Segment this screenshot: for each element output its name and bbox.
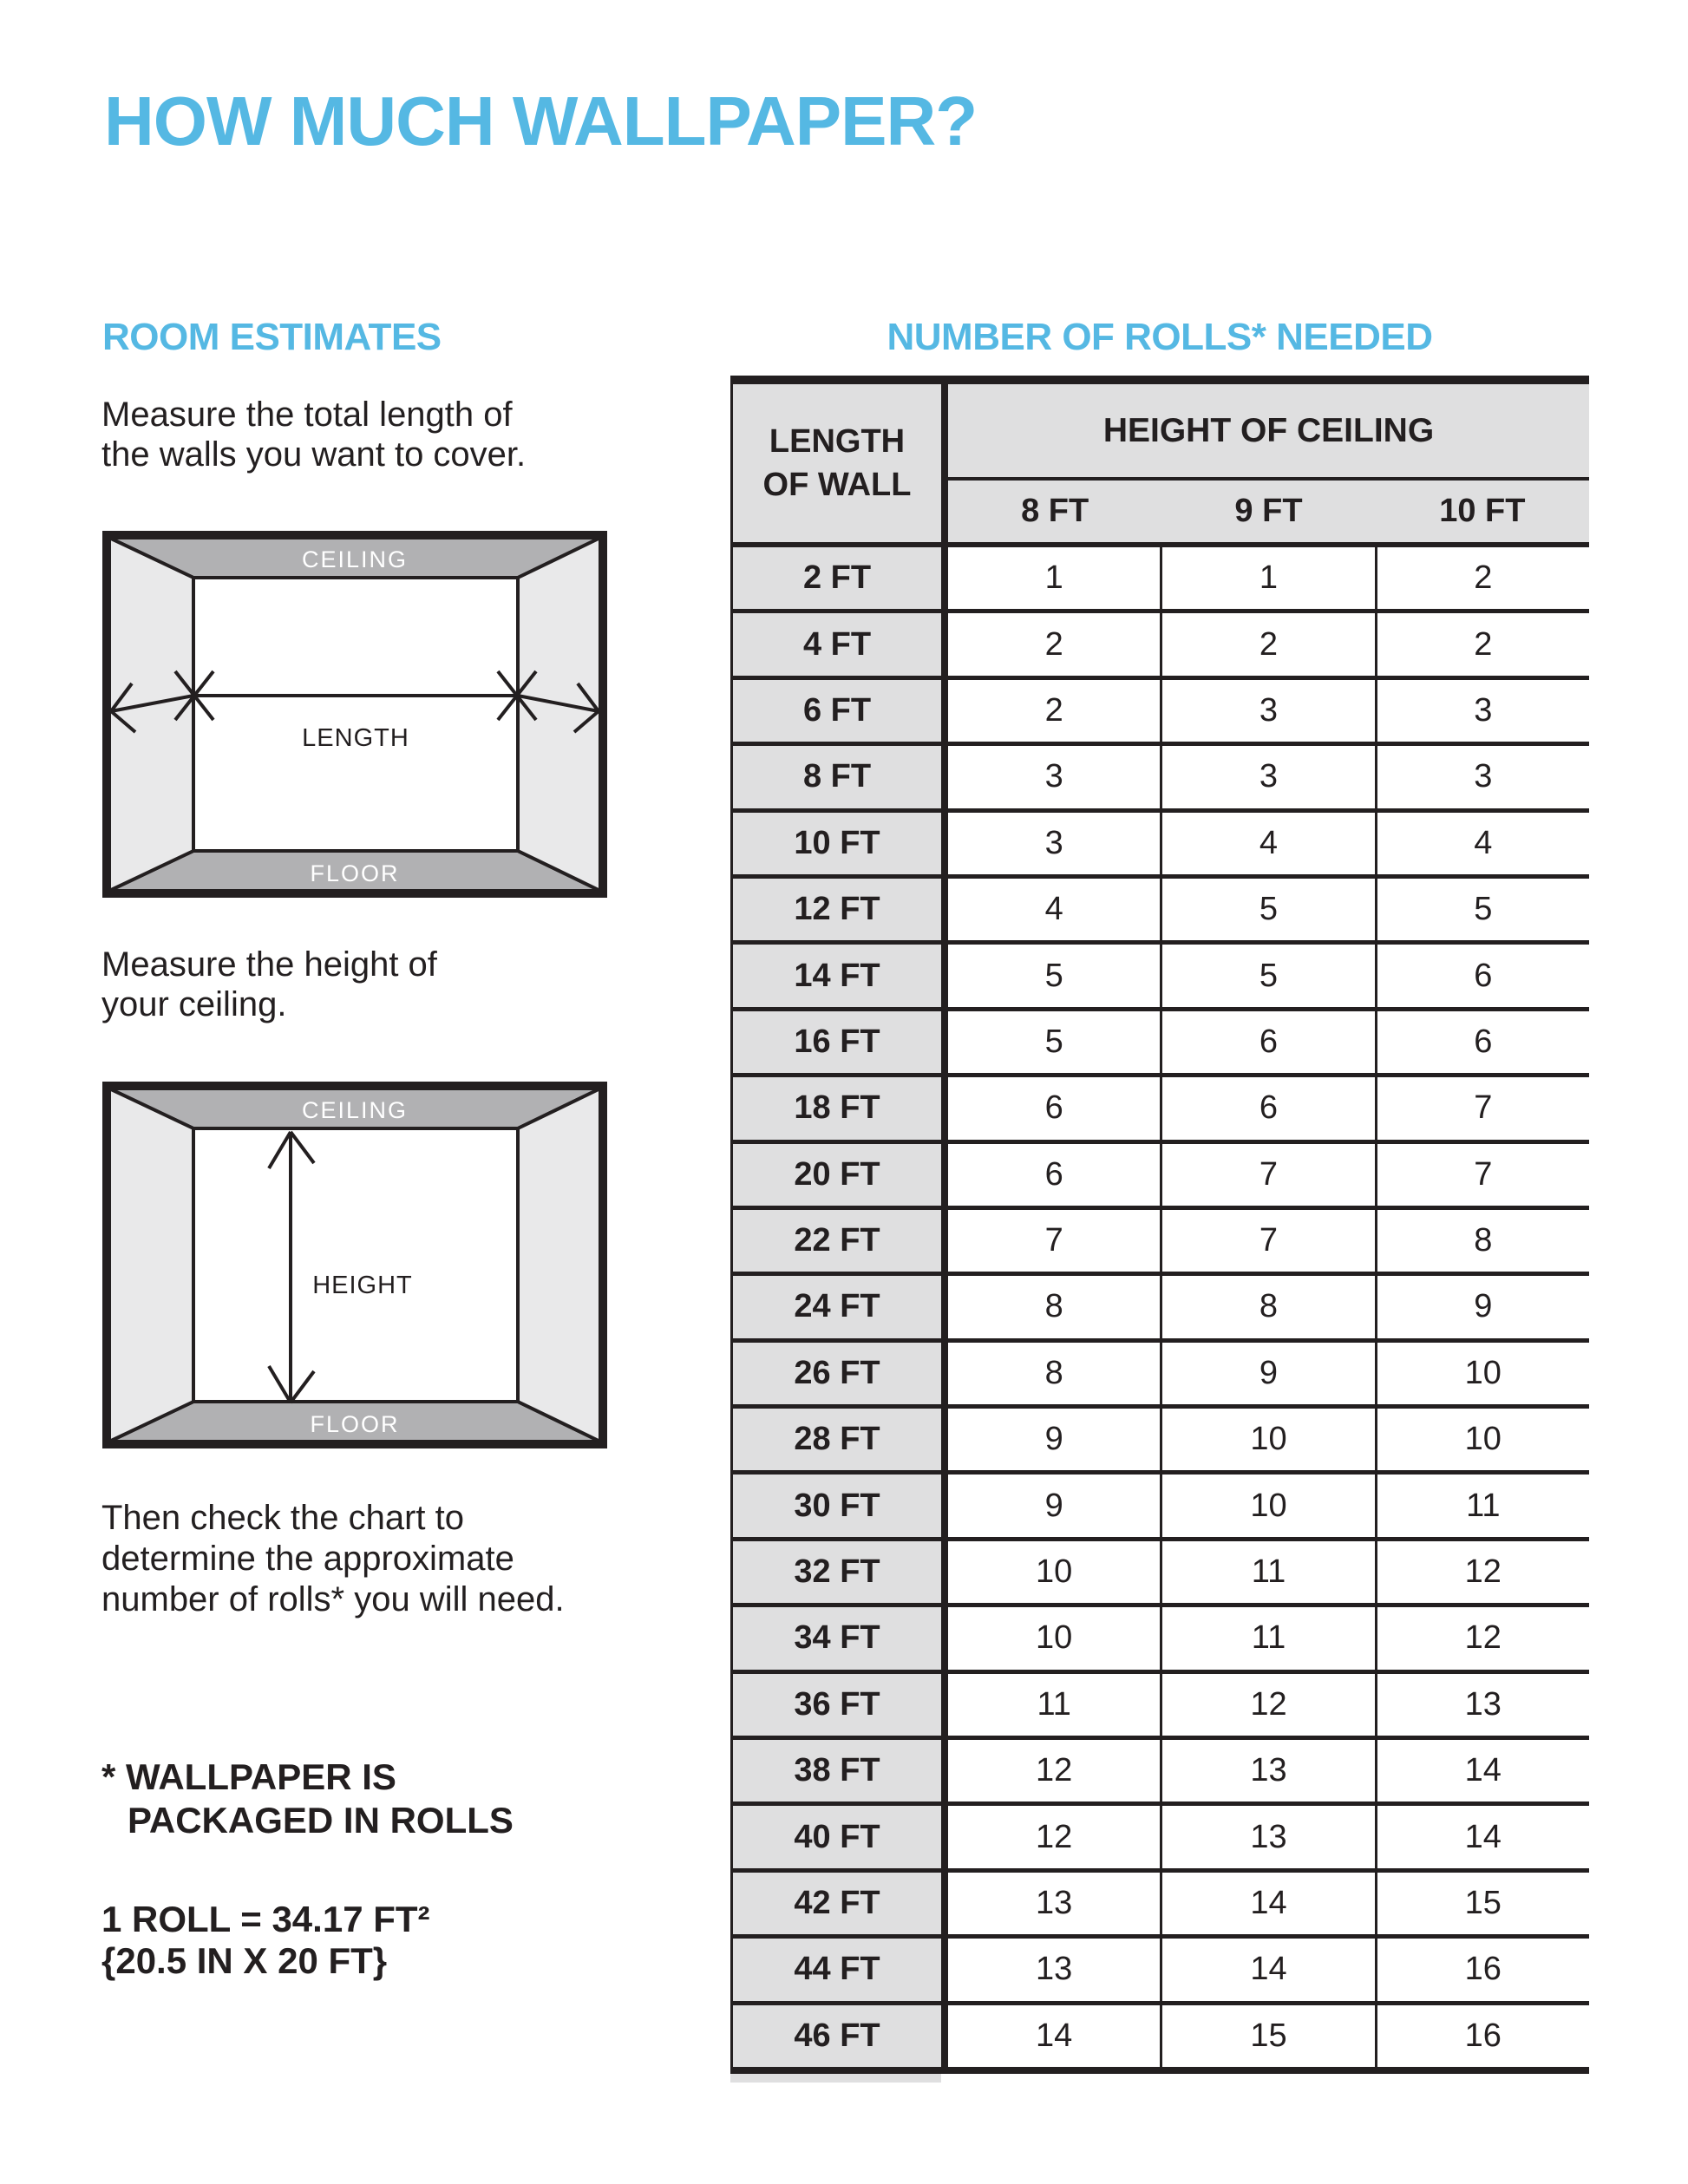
roll-count-cell: 6 <box>1160 1011 1374 1073</box>
roll-count-cell: 5 <box>1160 879 1374 940</box>
roll-count-cell: 7 <box>1160 1210 1374 1272</box>
row-divider <box>941 2005 948 2067</box>
table-row <box>733 1011 1589 1077</box>
left-wall-panel <box>109 1089 193 1442</box>
roll-count-cell: 7 <box>1375 1144 1589 1206</box>
table-row <box>733 1210 1589 1276</box>
roll-size-note <box>101 1899 430 1982</box>
table-row <box>733 2005 1589 2067</box>
roll-count-cell: 2 <box>1044 691 1063 729</box>
table-row <box>733 1409 1589 1475</box>
roll-count-cell: 10 <box>1375 1409 1589 1470</box>
row-divider <box>941 1409 948 1470</box>
wall-length-label: 26 FT <box>733 1343 941 1404</box>
table-row <box>733 1343 1589 1409</box>
table-row <box>733 1607 1589 1673</box>
row-divider <box>941 1541 948 1603</box>
roll-count-cell: 10 <box>1036 1619 1073 1657</box>
roll-count-cell: 5 <box>1160 945 1374 1006</box>
wall-length-label: 30 FT <box>733 1475 941 1536</box>
table-rows <box>733 547 1589 2067</box>
table-row <box>733 879 1589 945</box>
roll-count-cell: 6 <box>1044 1155 1063 1193</box>
ceiling-label: CEILING <box>301 546 409 572</box>
instruction-line: your ceiling. <box>101 985 287 1023</box>
wall-length-label: 46 FT <box>733 2005 941 2067</box>
roll-count-cell: 15 <box>1375 1873 1589 1934</box>
table-header <box>733 384 1589 542</box>
roll-count-cell: 5 <box>1044 957 1063 994</box>
wall-length-label: 34 FT <box>733 1607 941 1669</box>
footnote-line: * WALLPAPER IS <box>101 1756 396 1797</box>
row-divider <box>941 1077 948 1139</box>
height-label: HEIGHT <box>312 1272 413 1299</box>
roll-count-cell: 10 <box>1160 1409 1374 1470</box>
row-divider <box>941 1806 948 1867</box>
roll-count-cell: 13 <box>1036 1885 1073 1921</box>
floor-label: FLOOR <box>310 1411 400 1437</box>
roll-count-cell: 14 <box>1375 1740 1589 1801</box>
row-divider <box>941 1939 948 2000</box>
roll-count-cell: 4 <box>1044 891 1063 928</box>
wall-length-label: 12 FT <box>733 879 941 940</box>
wall-length-label: 18 FT <box>733 1077 941 1139</box>
roll-count-cell: 3 <box>1375 746 1589 808</box>
wall-length-label: 20 FT <box>733 1144 941 1206</box>
roll-count-cell: 8 <box>1044 1288 1063 1325</box>
roll-count-cell: 4 <box>1160 813 1374 874</box>
roll-count-cell: 13 <box>1036 1951 1073 1988</box>
table-row <box>733 1475 1589 1540</box>
instruction-line: the walls you want to cover. <box>101 435 527 474</box>
roll-count-cell: 14 <box>1160 1939 1374 2000</box>
back-wall-panel <box>193 1128 518 1402</box>
roll-count-cell: 1 <box>1160 547 1374 609</box>
roll-count-cell: 14 <box>1375 1806 1589 1867</box>
roll-count-cell: 9 <box>1044 1487 1063 1524</box>
table-row <box>733 1077 1589 1143</box>
instruction-line: Measure the height of <box>101 945 437 984</box>
row-divider <box>941 746 948 808</box>
roll-count-cell: 16 <box>1375 2005 1589 2067</box>
packaged-in-rolls-note <box>101 1756 514 1842</box>
rolls-needed-table <box>730 376 1589 2083</box>
roll-count-cell: 8 <box>1375 1210 1589 1272</box>
row-divider <box>941 1607 948 1669</box>
row-divider <box>941 1210 948 1272</box>
roll-count-cell: 12 <box>1036 1818 1073 1855</box>
rolls-needed-heading: NUMBER OF ROLLS* NEEDED <box>887 316 1433 358</box>
roll-count-cell: 9 <box>1160 1343 1374 1404</box>
row-divider <box>941 680 948 742</box>
row-divider <box>941 1276 948 1337</box>
column-header-9ft: 9 FT <box>1234 493 1303 529</box>
wall-length-label: 8 FT <box>733 746 941 808</box>
table-row <box>733 547 1589 613</box>
roll-count-cell: 10 <box>1375 1343 1589 1404</box>
roll-count-cell: 3 <box>1375 680 1589 742</box>
roll-count-cell: 6 <box>1375 945 1589 1006</box>
wall-length-label: 6 FT <box>733 680 941 742</box>
roll-count-cell: 2 <box>1375 547 1589 609</box>
roll-size-line: {20.5 IN X 20 FT} <box>101 1940 388 1981</box>
table-row <box>733 945 1589 1010</box>
roll-count-cell: 1 <box>1044 559 1063 597</box>
table-row <box>733 746 1589 812</box>
roll-count-cell: 13 <box>1375 1674 1589 1736</box>
table-top-bar <box>730 376 1589 384</box>
table-row <box>733 613 1589 679</box>
wall-length-label: 22 FT <box>733 1210 941 1272</box>
room-estimates-heading: ROOM ESTIMATES <box>102 316 442 358</box>
roll-count-cell: 11 <box>1160 1541 1374 1603</box>
table-row <box>733 680 1589 746</box>
wall-length-label: 42 FT <box>733 1873 941 1934</box>
table-row <box>733 1541 1589 1607</box>
roll-count-cell: 12 <box>1036 1752 1073 1789</box>
wall-length-label: 36 FT <box>733 1674 941 1736</box>
row-divider <box>941 1475 948 1536</box>
roll-count-cell: 2 <box>1160 613 1374 675</box>
wall-length-label: 28 FT <box>733 1409 941 1470</box>
check-chart-instruction <box>101 1498 565 1620</box>
wall-length-label: 44 FT <box>733 1939 941 2000</box>
table-bottom-bar <box>730 2067 1589 2074</box>
roll-count-cell: 15 <box>1160 2005 1374 2067</box>
roll-count-cell: 3 <box>1044 824 1063 861</box>
roll-count-cell: 5 <box>1375 879 1589 940</box>
wall-length-label: 38 FT <box>733 1740 941 1801</box>
roll-count-cell: 2 <box>1044 625 1063 663</box>
row-divider <box>941 613 948 675</box>
roll-count-cell: 12 <box>1375 1607 1589 1669</box>
roll-count-cell: 6 <box>1044 1089 1063 1127</box>
wall-length-label: 24 FT <box>733 1276 941 1337</box>
roll-count-cell: 13 <box>1160 1740 1374 1801</box>
roll-size-line: 1 ROLL = 34.17 FT² <box>101 1899 430 1939</box>
column-header-8ft: 8 FT <box>1021 493 1089 529</box>
roll-count-cell: 3 <box>1160 680 1374 742</box>
instruction-line: determine the approximate <box>101 1540 514 1578</box>
floor-label: FLOOR <box>310 860 400 886</box>
back-wall-panel <box>193 578 518 851</box>
roll-count-cell: 5 <box>1044 1023 1063 1060</box>
roll-count-cell: 6 <box>1160 1077 1374 1139</box>
page-title: HOW MUCH WALLPAPER? <box>104 82 978 160</box>
roll-count-cell: 12 <box>1375 1541 1589 1603</box>
roll-count-cell: 2 <box>1375 613 1589 675</box>
roll-count-cell: 9 <box>1044 1421 1063 1458</box>
wall-length-label: 14 FT <box>733 945 941 1006</box>
column-header-10ft: 10 FT <box>1439 493 1526 529</box>
roll-count-cell: 7 <box>1044 1222 1063 1259</box>
measure-height-instruction <box>101 945 437 1024</box>
wall-length-label: 32 FT <box>733 1541 941 1603</box>
instruction-line: Then check the chart to <box>101 1499 465 1537</box>
table-row <box>733 1276 1589 1342</box>
row-divider <box>941 1011 948 1073</box>
roll-count-cell: 11 <box>1160 1607 1374 1669</box>
roll-count-cell: 11 <box>1375 1475 1589 1536</box>
row-divider <box>941 1740 948 1801</box>
table-row <box>733 813 1589 879</box>
wall-length-label: 2 FT <box>733 547 941 609</box>
length-label: LENGTH <box>302 724 409 752</box>
roll-count-cell: 8 <box>1044 1354 1063 1391</box>
height-measurement-diagram <box>102 1082 607 1448</box>
wall-length-label: 4 FT <box>733 613 941 675</box>
table-row <box>733 1939 1589 2004</box>
table-row <box>733 1674 1589 1740</box>
roll-count-cell: 12 <box>1160 1674 1374 1736</box>
row-divider <box>941 1873 948 1934</box>
row-header-cell: LENGTH OF WALL <box>733 384 941 542</box>
roll-count-cell: 14 <box>1160 1873 1374 1934</box>
roll-count-cell: 7 <box>1160 1144 1374 1206</box>
roll-count-cell: 7 <box>1375 1077 1589 1139</box>
roll-count-cell: 10 <box>1036 1553 1073 1591</box>
row-divider <box>941 879 948 940</box>
roll-count-cell: 3 <box>1160 746 1374 808</box>
instruction-line: Measure the total length of <box>101 396 513 434</box>
roll-count-cell: 3 <box>1044 758 1063 795</box>
roll-count-cell: 9 <box>1375 1276 1589 1337</box>
table-row <box>733 1873 1589 1939</box>
ceiling-height-subheader <box>948 481 1589 542</box>
row-divider <box>941 1144 948 1206</box>
wall-length-label: 40 FT <box>733 1806 941 1867</box>
header-divider <box>941 384 948 542</box>
wall-length-label: 10 FT <box>733 813 941 874</box>
roll-count-cell: 10 <box>1160 1475 1374 1536</box>
instruction-line: number of rolls* you will need. <box>101 1580 565 1618</box>
right-wall-panel <box>518 1089 600 1442</box>
row-divider <box>941 1343 948 1404</box>
table-row <box>733 1144 1589 1210</box>
row-divider <box>941 945 948 1006</box>
roll-count-cell: 13 <box>1160 1806 1374 1867</box>
label-column-stub <box>730 2074 941 2083</box>
row-divider <box>941 1674 948 1736</box>
table-row <box>733 1806 1589 1872</box>
table-row <box>733 1740 1589 1806</box>
roll-count-cell: 14 <box>1036 2017 1073 2054</box>
roll-count-cell: 16 <box>1375 1939 1589 2000</box>
row-divider <box>941 813 948 874</box>
ceiling-label: CEILING <box>301 1097 409 1123</box>
footnote-line: PACKAGED IN ROLLS <box>128 1800 514 1841</box>
roll-count-cell: 11 <box>1037 1685 1071 1723</box>
length-measurement-diagram <box>102 531 607 898</box>
roll-count-cell: 8 <box>1160 1276 1374 1337</box>
roll-count-cell: 4 <box>1375 813 1589 874</box>
height-of-ceiling-header: HEIGHT OF CEILING <box>948 384 1589 477</box>
wall-length-label: 16 FT <box>733 1011 941 1073</box>
row-divider <box>941 547 948 609</box>
roll-count-cell: 6 <box>1375 1011 1589 1073</box>
measure-length-instruction <box>101 395 526 474</box>
